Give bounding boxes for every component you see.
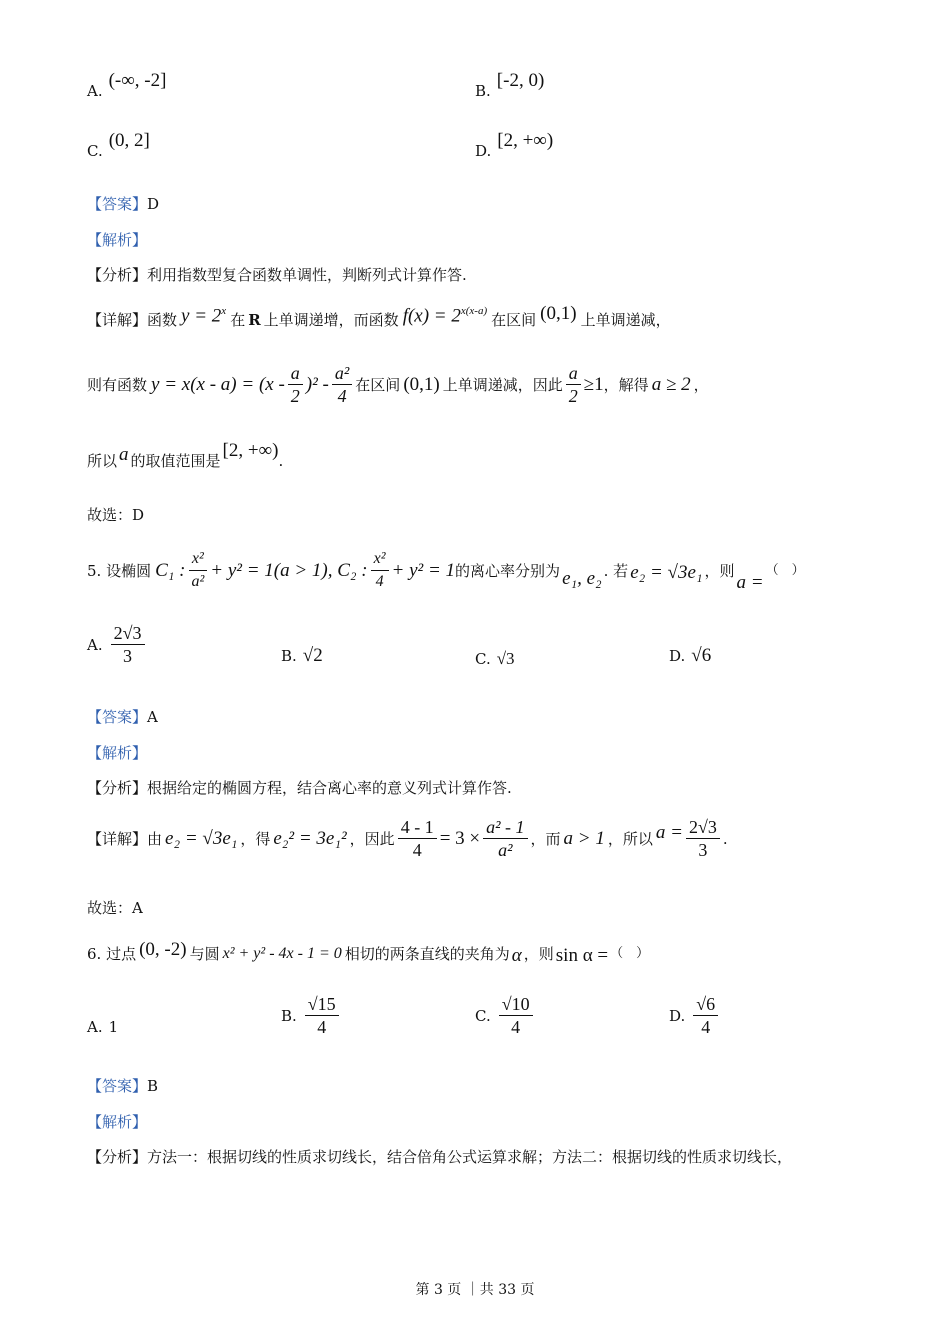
detail-text: 上单调递增，而函数 [263, 310, 399, 329]
detail-text: 由 [147, 829, 163, 848]
option-label: D. [669, 647, 686, 665]
option-label: A. [87, 82, 103, 100]
math-fraction: $\frac{4 - 1}{4}$ [398, 816, 437, 861]
math-expr: e₁, e₂ [562, 567, 602, 589]
math-fraction: $\frac{\text{a² - 1}}{\text{a²}}$ [483, 816, 527, 861]
math-expr: a > 1 [563, 827, 605, 849]
detail-text: ，所以 [607, 829, 653, 848]
math-expr: + y² = 1(a > 1), C₂ : [210, 559, 368, 581]
option-label: B. [281, 1006, 297, 1025]
fenxi-text: 利用指数型复合函数单调性，判断列式计算作答. [147, 266, 467, 284]
math-interval: (0,1) [540, 302, 577, 324]
q5-option-a[interactable] [87, 622, 148, 667]
option-value: [2, +∞) [497, 130, 554, 151]
detail-text: 在 [230, 310, 246, 329]
option-value: 1 [108, 1018, 119, 1036]
option-value: $\frac{√15}{4}$ [305, 993, 339, 1038]
option-label: C. [475, 1006, 491, 1025]
q4-detail-line-1 [87, 302, 671, 333]
option-value: √6 [691, 645, 712, 666]
answer-blank: （ ） [765, 562, 805, 578]
detail-tag: 【详解】 [87, 829, 148, 848]
option-label: C. [475, 650, 491, 668]
math-expr: a = [655, 821, 683, 843]
stem-text: 的离心率分别为 [455, 561, 561, 580]
math-expr: a = [736, 571, 764, 593]
stem-text: 5. 设椭圆 [87, 561, 152, 580]
math-expr: a ≥ 2 [651, 373, 691, 395]
answer-tag: 【答案】 [87, 708, 148, 726]
detail-text: . [722, 829, 728, 848]
math-fraction: $\frac{\text{x²}}{\text{a²}}$ [188, 548, 207, 593]
stem-text: . 若 [603, 561, 629, 580]
detail-text: 则有函数 [87, 375, 148, 394]
fenxi-text: 根据给定的椭圆方程，结合离心率的意义列式计算作答. [147, 779, 512, 797]
q4-option-b[interactable] [475, 70, 545, 102]
option-value: √2 [302, 645, 323, 666]
q6-answer [87, 1075, 158, 1097]
q5-stem [87, 548, 805, 593]
q5-fenxi [87, 777, 512, 799]
detail-text: 在区间 [355, 375, 401, 394]
option-label: D. [669, 1006, 686, 1025]
q6-fenxi [87, 1146, 792, 1168]
math-fraction: $\frac{a}{2}$ [566, 362, 581, 407]
option-label: A. [87, 1018, 103, 1036]
math-a: a [119, 444, 129, 465]
detail-text: ，解得 [603, 375, 649, 394]
detail-text: 上单调递减， [580, 310, 671, 329]
math-expr: C₁ : [155, 559, 186, 581]
q5-conclusion: 故选：A [87, 899, 143, 917]
detail-text: 在区间 [491, 310, 537, 329]
option-value: $\frac{2√3}{3}$ [111, 622, 145, 667]
option-value: $\frac{√10}{4}$ [499, 993, 533, 1038]
q5-option-c[interactable] [475, 648, 515, 670]
detail-text: 上单调递减，因此 [442, 375, 563, 394]
stem-text: ，则 [523, 945, 554, 963]
q4-analysis-tag: 【解析】 [87, 231, 148, 249]
q5-answer [87, 706, 158, 728]
fenxi-text: 方法一：根据切线的性质求切线长，结合倍角公式运算求解；方法二：根据切线的性质求切线长， [147, 1148, 793, 1166]
option-label: B. [281, 647, 297, 665]
option-value: $\frac{√6}{4}$ [693, 993, 718, 1038]
q6-option-a[interactable] [87, 1016, 118, 1038]
math-expr: = 3 × [439, 827, 481, 849]
option-label: A. [87, 635, 103, 654]
math-circle-eq: x² + y² - 4x - 1 = 0 [222, 945, 342, 962]
stem-text: 6. 过点 [87, 945, 137, 963]
math-fraction: $\frac{\text{a²}}{4}$ [332, 362, 352, 407]
answer-value: B [147, 1077, 159, 1095]
option-value: (0, 2] [108, 130, 150, 151]
math-R: R [248, 310, 261, 329]
detail-text: ，而 [530, 829, 561, 848]
detail-text: 所以 [87, 452, 118, 470]
detail-text: ， [693, 375, 709, 394]
math-expr: y = x(x - a) = (x - [151, 373, 285, 395]
answer-tag: 【答案】 [87, 195, 148, 213]
q4-answer [87, 193, 159, 215]
q6-option-d[interactable] [669, 993, 721, 1038]
q4-detail-line-3 [87, 440, 284, 472]
answer-value: A [147, 708, 158, 726]
option-label: D. [475, 142, 492, 160]
math-alpha: α [511, 945, 522, 966]
math-f-x: $f(x) = 2^{x(x-a)}$ [402, 305, 488, 327]
option-label: B. [475, 82, 491, 100]
q4-fenxi [87, 264, 467, 286]
fenxi-tag: 【分析】 [87, 266, 148, 284]
detail-text: ，得 [240, 829, 271, 848]
stem-text: 相切的两条直线的夹角为 [344, 945, 510, 963]
q6-analysis-tag: 【解析】 [87, 1113, 148, 1131]
math-expr: )² - [305, 373, 329, 395]
detail-text: ，因此 [349, 829, 395, 848]
stem-text: ，则 [704, 561, 735, 580]
q4-detail-line-2 [87, 362, 709, 407]
answer-value: D [147, 195, 160, 213]
detail-text: 的取值范围是 [130, 452, 221, 470]
q5-detail [87, 816, 728, 861]
math-expr: + y² = 1 [391, 559, 456, 581]
answer-blank: （ ） [610, 946, 650, 961]
detail-tag: 【详解】 [87, 310, 148, 329]
math-fraction: $\frac{2√3}{3}$ [686, 816, 720, 861]
stem-text: 与圆 [189, 945, 220, 963]
fenxi-tag: 【分析】 [87, 1148, 148, 1166]
math-expr: e₂² = 3e₁² [273, 827, 347, 849]
math-interval: [2, +∞) [222, 440, 279, 461]
math-point: (0, -2) [139, 939, 187, 960]
detail-text: 函数 [147, 310, 178, 329]
math-interval: (0,1) [403, 373, 440, 395]
q4-conclusion: 故选：D [87, 506, 145, 524]
math-expr: ≥1 [583, 373, 604, 395]
math-expr: e₂ = √3e₁ [630, 561, 703, 583]
option-label: C. [87, 142, 103, 160]
q5-analysis-tag: 【解析】 [87, 744, 148, 762]
q6-option-b[interactable] [281, 993, 342, 1038]
q4-option-d[interactable] [475, 130, 554, 162]
detail-text: . [278, 452, 284, 470]
math-expr: e₂ = √3e₁ [165, 827, 238, 849]
math-fraction: $\frac{\text{x²}}{4}$ [371, 548, 389, 593]
q6-option-c[interactable] [475, 993, 536, 1038]
math-y-eq-2x: $y = 2^x$ [181, 305, 227, 327]
answer-tag: 【答案】 [87, 1077, 148, 1095]
q4-option-a[interactable] [87, 70, 167, 102]
q6-stem [87, 939, 650, 966]
fenxi-tag: 【分析】 [87, 779, 148, 797]
page-footer: 第 3 页 ｜共 33 页 [415, 1282, 535, 1298]
option-value: (-∞, -2] [108, 70, 167, 91]
option-value: [-2, 0) [496, 70, 545, 91]
math-fraction: $\frac{a}{2}$ [288, 362, 303, 407]
option-value: √3 [496, 649, 515, 668]
q4-option-c[interactable] [87, 130, 150, 162]
q5-option-d[interactable] [669, 645, 711, 667]
math-sin-alpha: sin α = [555, 945, 609, 966]
q5-option-b[interactable] [281, 645, 323, 667]
